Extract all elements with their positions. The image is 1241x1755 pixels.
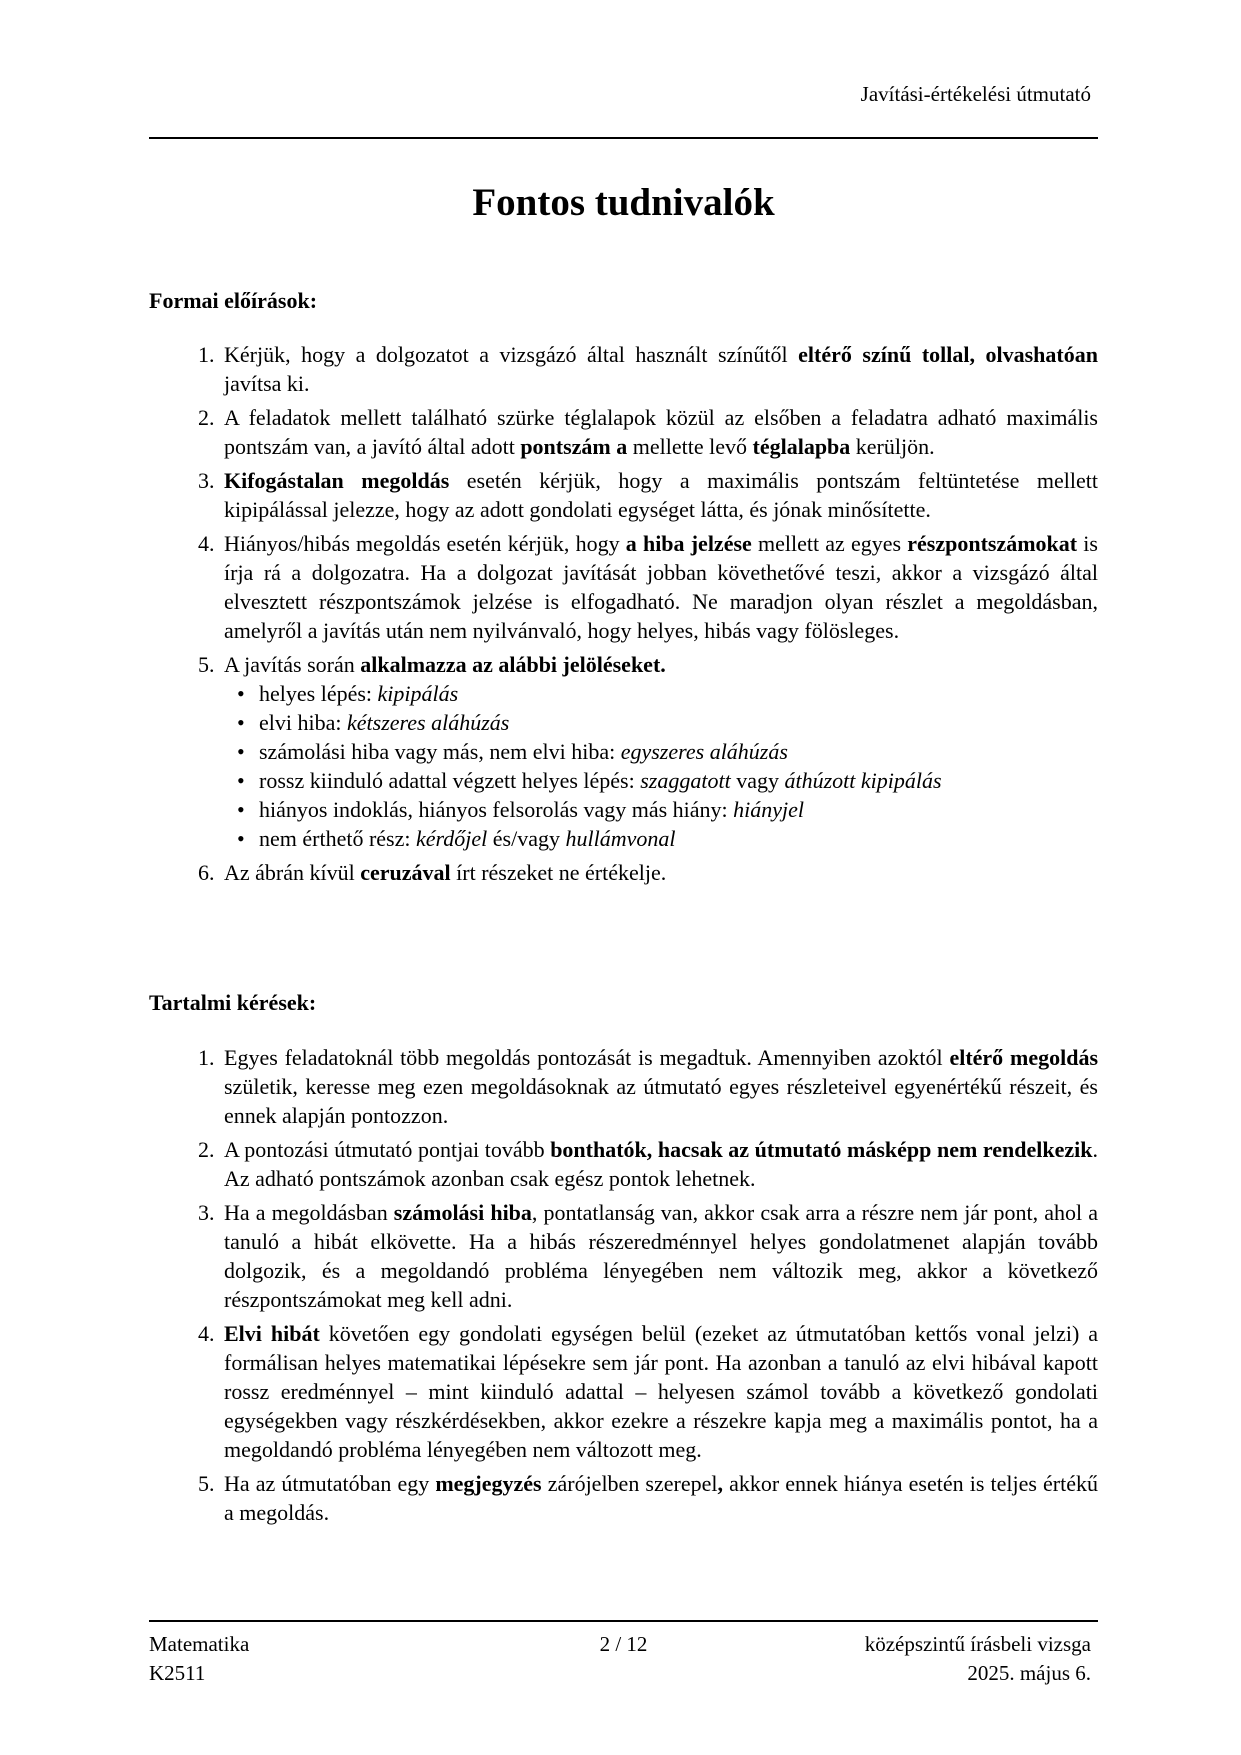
text-run: hiányjel xyxy=(733,797,805,822)
text-run: írt részeket ne értékelje. xyxy=(450,860,667,885)
formal-item-5 xyxy=(149,650,1098,853)
content-item-3 xyxy=(149,1198,1098,1314)
footer-page-number: 2 / 12 xyxy=(599,1632,648,1656)
text-run: Kérjük, hogy a dolgozatot a vizsgázó által használt színűtől xyxy=(224,342,799,367)
text-run: és/vagy xyxy=(487,826,566,851)
marking-item xyxy=(224,766,1098,795)
item-text xyxy=(224,403,1098,461)
item-text xyxy=(224,858,1098,887)
item-number: 2. xyxy=(198,1137,215,1162)
text-run: is írja rá a dolgozatra. Ha a dolgozat javítását jobban követhetővé teszi, akkor a vizsgázó által elvesztett részpontszámok jelzése is elfogadható. Ne maradjon olyan részlet a megoldásban, amelyről a javítás után nem nyilvánvaló, hogy helyes, hibás vagy fölösleges. xyxy=(224,531,1098,643)
text-run: Elvi hibát xyxy=(224,1321,320,1346)
text-run: szaggatott xyxy=(640,768,731,793)
bullet-icon: • xyxy=(237,739,245,764)
item-number: 5. xyxy=(198,1471,215,1496)
page-title: Fontos tudnivalók xyxy=(472,181,775,224)
item-number: 3. xyxy=(198,468,215,493)
header-rule xyxy=(149,137,1098,139)
text-run: áthúzott kipipálás xyxy=(784,768,942,793)
text-run: Kifogástalan megoldás xyxy=(224,468,450,493)
text-run: Egyes feladatoknál több megoldás pontozását is megadtuk. Amennyiben azoktól xyxy=(224,1045,950,1070)
text-run: kérdőjel xyxy=(416,826,488,851)
item-text xyxy=(224,1469,1098,1527)
item-number: 2. xyxy=(198,405,215,430)
content-item-4 xyxy=(149,1319,1098,1464)
marking-list xyxy=(224,679,1098,853)
marking-item xyxy=(224,824,1098,853)
text-run: egyszeres aláhúzás xyxy=(620,739,788,764)
text-run: helyes lépés: xyxy=(259,681,378,706)
text-run: , pontatlanság van, akkor csak arra a részre nem jár pont, ahol a tanuló a hibát elkövette. Ha a hibás részeredménnyel helyes gondolatmenet alapján tovább dolgozik, és a megoldandó probléma lényegében nem változik meg, akkor a következő részpontszámokat meg kell adni. xyxy=(224,1200,1098,1312)
text-run: követően egy gondolati egységen belül (ezeket az útmutatóban kettős vonal jelzi) a formálisan helyes matematikai lépésekre sem jár pont. Ha azonban a tanuló az elvi hibával kapott rossz eredménnyel – mint kiinduló adattal – helyesen számol tovább a következő gondolati egységekben vagy részkérdésekben, akkor ezekre a részekre kapja meg a maximális pontot, ha a megoldandó probléma lényegében nem változott meg. xyxy=(224,1321,1098,1462)
bullet-icon: • xyxy=(237,797,245,822)
text-run: vagy xyxy=(730,768,785,793)
item-number: 6. xyxy=(198,860,215,885)
formal-list xyxy=(149,340,1098,892)
text-run: nem érthető rész: xyxy=(259,826,416,851)
footer-exam: középszintű írásbeli vizsga xyxy=(864,1632,1091,1656)
text-run: a hiba jelzése xyxy=(625,531,752,556)
bullet-icon: • xyxy=(237,710,245,735)
formal-item-1 xyxy=(149,340,1098,398)
text-run: mellette levő xyxy=(627,434,753,459)
formal-section-heading: Formai előírások: xyxy=(149,288,318,313)
footer-subject: Matematika xyxy=(149,1632,250,1656)
text-run: Ha a megoldásban xyxy=(224,1200,394,1225)
text-run: kipipálás xyxy=(377,681,459,706)
footer-right xyxy=(865,1630,1091,1688)
text-run: ceruzával xyxy=(360,860,451,885)
text-run: alkalmazza az alábbi jelöléseket. xyxy=(360,652,666,677)
content-item-5 xyxy=(149,1469,1098,1527)
item-number: 1. xyxy=(198,342,215,367)
text-run: Az ábrán kívül xyxy=(224,860,361,885)
formal-item-6 xyxy=(149,858,1098,887)
formal-item-2 xyxy=(149,403,1098,461)
text-run: esetén kérjük, hogy a maximális pontszám feltüntetése mellett kipipálással jelezze, hogy az adott gondolati egységet látta, és jónak minősítette. xyxy=(224,468,1098,522)
text-run: pontszám a xyxy=(520,434,628,459)
text-run: elvi hiba: xyxy=(259,710,347,735)
item-number: 1. xyxy=(198,1045,215,1070)
text-run: számolási hiba xyxy=(393,1200,532,1225)
content-item-1 xyxy=(149,1043,1098,1130)
text-run: eltérő megoldás xyxy=(949,1045,1099,1070)
item-text xyxy=(224,1319,1098,1464)
text-run: hullámvonal xyxy=(565,826,676,851)
formal-item-3 xyxy=(149,466,1098,524)
item-text xyxy=(224,466,1098,524)
item-text xyxy=(224,340,1098,398)
text-run: mellett az egyes xyxy=(751,531,908,556)
text-run: A javítás során xyxy=(224,652,361,677)
text-run: hiányos indoklás, hiányos felsorolás vagy más hiány: xyxy=(259,797,734,822)
bullet-icon: • xyxy=(237,681,245,706)
marking-item xyxy=(224,708,1098,737)
item-text xyxy=(224,1043,1098,1130)
item-number: 4. xyxy=(198,531,215,556)
text-run: születik, keresse meg ezen megoldásoknak az útmutató egyes részleteivel egyenértékű részeit, és ennek alapján pontozzon. xyxy=(224,1074,1098,1128)
text-run: bonthatók, hacsak az útmutató másképp nem rendelkezik xyxy=(550,1137,1093,1162)
formal-item-4 xyxy=(149,529,1098,645)
item-text xyxy=(224,1135,1098,1193)
text-run: javítsa ki. xyxy=(224,371,310,396)
text-run: megjegyzés xyxy=(435,1471,542,1496)
running-header: Javítási-értékelési útmutató xyxy=(860,82,1091,106)
text-run: téglalapba xyxy=(752,434,851,459)
text-run: Hiányos/hibás megoldás esetén kérjük, hogy xyxy=(224,531,626,556)
content-item-2 xyxy=(149,1135,1098,1193)
item-number: 5. xyxy=(198,652,215,677)
text-run: számolási hiba vagy más, nem elvi hiba: xyxy=(259,739,621,764)
text-run: Ha az útmutatóban egy xyxy=(224,1471,436,1496)
text-run: kétszeres aláhúzás xyxy=(346,710,510,735)
item-text xyxy=(224,1198,1098,1314)
footer-code: K2511 xyxy=(149,1661,206,1685)
text-run: A pontozási útmutató pontjai tovább xyxy=(224,1137,551,1162)
text-run: eltérő színű tollal, olvasható xyxy=(798,342,1075,367)
marking-item xyxy=(224,737,1098,766)
text-run: akkor ennek hiánya esetén is teljes értékű a megoldás. xyxy=(224,1471,1098,1525)
content-section-heading: Tartalmi kérések: xyxy=(149,990,317,1015)
text-run: kerüljön. xyxy=(850,434,935,459)
content-list xyxy=(149,1043,1098,1532)
text-run: részpontszámokat xyxy=(907,531,1078,556)
text-run: , xyxy=(717,1471,723,1496)
footer-rule xyxy=(149,1620,1098,1622)
bullet-icon: • xyxy=(237,768,245,793)
item-number: 4. xyxy=(198,1321,215,1346)
marking-item xyxy=(224,795,1098,824)
item-text xyxy=(224,529,1098,645)
bullet-icon: • xyxy=(237,826,245,851)
marking-item xyxy=(224,679,1098,708)
text-run: an xyxy=(1074,342,1098,367)
text-run: zárójelben szerepel xyxy=(541,1471,718,1496)
text-run: . Az adható pontszámok azonban csak egész pontok lehetnek. xyxy=(224,1137,1098,1191)
item-text xyxy=(224,650,1098,679)
text-run: rossz kiinduló adattal végzett helyes lépés: xyxy=(259,768,641,793)
text-run: A feladatok mellett található szürke téglalapok közül az elsőben a feladatra adható maximális pontszám van, a javító által adott xyxy=(224,405,1098,459)
item-number: 3. xyxy=(198,1200,215,1225)
footer-date: 2025. május 6. xyxy=(967,1661,1091,1685)
